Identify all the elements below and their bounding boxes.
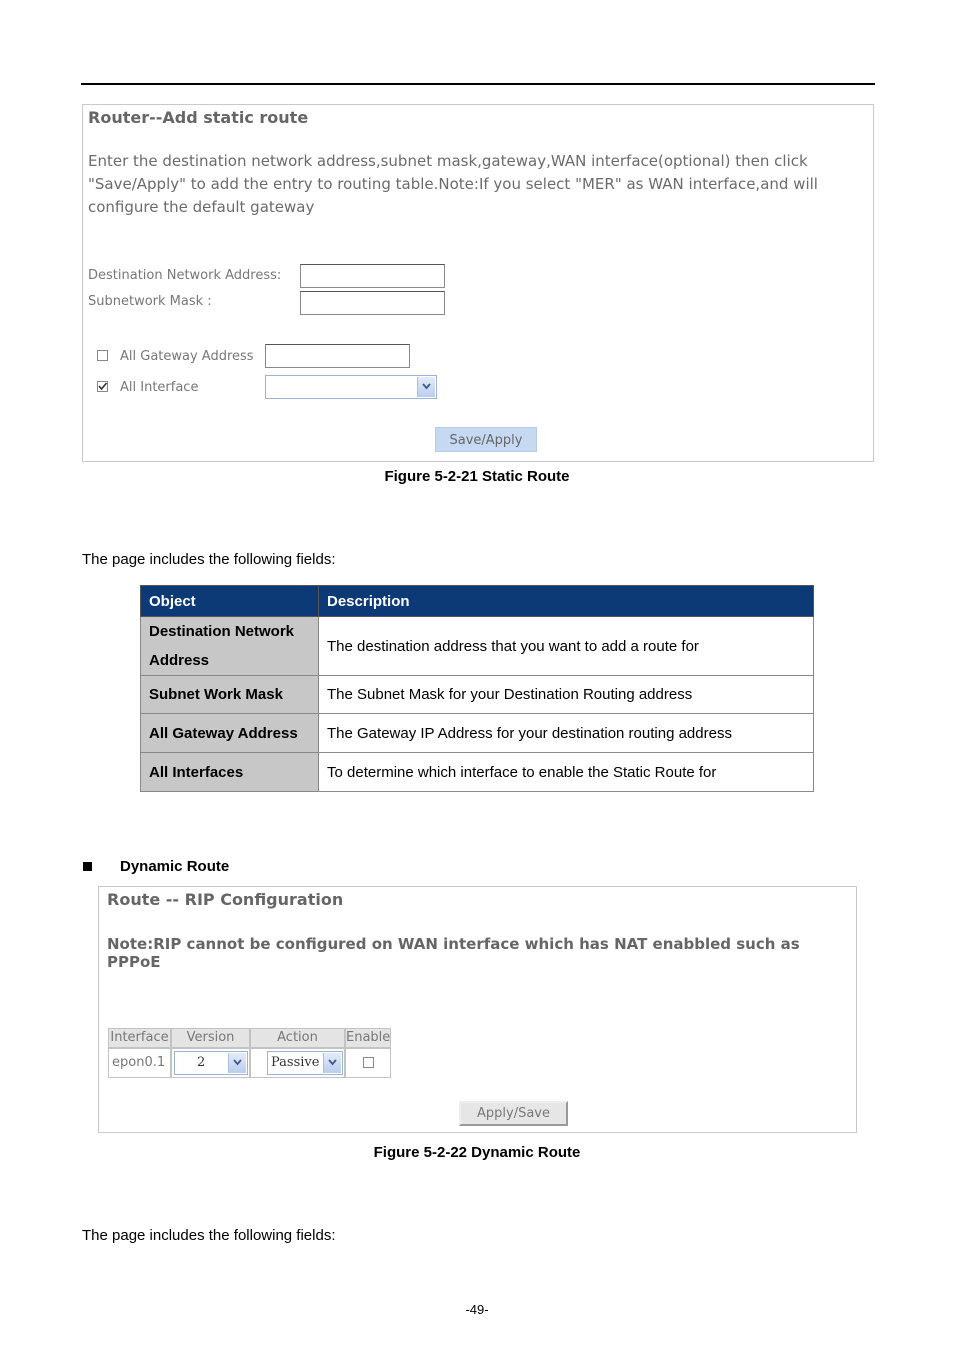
table-row [141, 617, 814, 676]
gateway-label: All Gateway Address [120, 349, 254, 364]
gateway-input[interactable] [265, 344, 410, 368]
static-route-panel [82, 104, 874, 462]
header-object: Object [141, 586, 319, 617]
object-cell [141, 617, 319, 676]
section-heading: Dynamic Route [120, 858, 230, 875]
object-text: Destination Network Address [149, 623, 295, 669]
figure-caption-dynamic: Figure 5-2-22 Dynamic Route [373, 1144, 581, 1161]
select-arrow[interactable] [323, 1053, 341, 1073]
table-row [141, 753, 814, 792]
action-value: Passive [271, 1055, 320, 1070]
table-header-row [141, 586, 814, 617]
interface-select[interactable] [265, 375, 437, 399]
interface-checkbox[interactable] [97, 381, 108, 392]
action-cell [250, 1048, 345, 1078]
panel-title: Router--Add static route [88, 108, 309, 127]
chevron-down-icon [422, 383, 431, 390]
interface-value: epon0.1 [112, 1055, 166, 1070]
description-cell: The destination address that you want to add a route for [319, 617, 814, 676]
apply-save-button[interactable]: Apply/Save [459, 1101, 568, 1126]
interface-label: All Interface [120, 380, 199, 395]
enable-checkbox[interactable] [363, 1057, 374, 1068]
figure-caption-static: Figure 5-2-21 Static Route [384, 468, 570, 485]
version-cell [171, 1048, 250, 1078]
enable-cell [345, 1048, 391, 1078]
col-enable: Enable [345, 1028, 391, 1048]
description-cell: To determine which interface to enable the Static Route for [319, 753, 814, 792]
subnet-mask-input[interactable] [300, 291, 445, 315]
gateway-checkbox[interactable] [97, 350, 108, 361]
interface-cell [108, 1048, 171, 1078]
version-select[interactable] [174, 1051, 248, 1075]
dest-network-input[interactable] [300, 264, 445, 288]
object-cell: All Interfaces [141, 753, 319, 792]
panel-instructions: Enter the destination network address,subnet mask,gateway,WAN interface(optional) then click "Save/Apply" to add the entry to routing table.Note:If you select "MER" as WAN interface,and will configure the default gateway [88, 152, 818, 216]
action-select[interactable] [267, 1051, 343, 1075]
subnet-mask-label: Subnetwork Mask : [88, 294, 212, 309]
rip-note: Note:RIP cannot be configured on WAN interface which has NAT enabbled such as PPPoE [107, 935, 800, 971]
checkmark-icon [97, 381, 108, 392]
description-cell: The Subnet Mask for your Destination Routing address [319, 676, 814, 714]
col-interface: Interface [108, 1028, 171, 1048]
select-arrow[interactable] [417, 377, 435, 397]
fields-table [140, 585, 814, 792]
page-number: -49- [465, 1302, 489, 1317]
dest-network-label: Destination Network Address: [88, 268, 282, 283]
object-cell: Subnet Work Mask [141, 676, 319, 714]
intro-text-1: The page includes the following fields: [82, 551, 336, 568]
table-row [141, 676, 814, 714]
col-action: Action [250, 1028, 345, 1048]
chevron-down-icon [233, 1059, 242, 1066]
header-rule [81, 83, 875, 85]
version-value: 2 [197, 1055, 206, 1070]
table-row [141, 714, 814, 753]
save-apply-button[interactable]: Save/Apply [435, 427, 537, 452]
select-arrow[interactable] [228, 1053, 246, 1073]
rip-config-panel [98, 886, 857, 1133]
bullet-icon [83, 862, 92, 871]
description-cell: The Gateway IP Address for your destination routing address [319, 714, 814, 753]
chevron-down-icon [328, 1059, 337, 1066]
intro-text-2: The page includes the following fields: [82, 1227, 336, 1244]
header-description: Description [319, 586, 814, 617]
col-version: Version [171, 1028, 250, 1048]
object-cell: All Gateway Address [141, 714, 319, 753]
rip-title: Route -- RIP Configuration [107, 890, 344, 909]
